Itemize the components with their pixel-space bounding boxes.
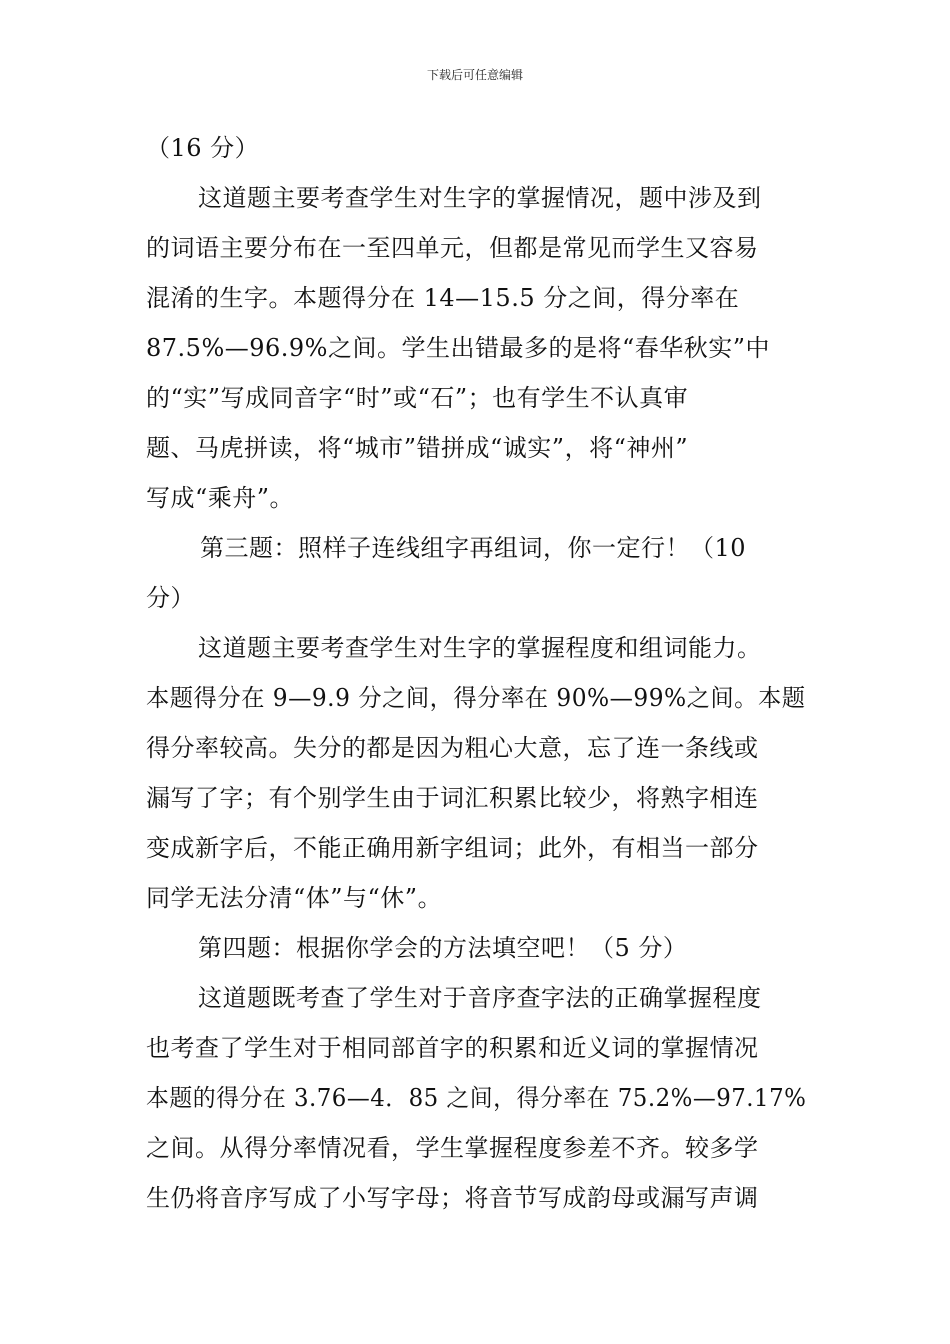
text-line: （16 分） [146,134,260,162]
text-line: 本题的得分在 3.76—4．85 之间，得分率在 75.2%—97.17% [146,1084,807,1112]
text-line: 写成“乘舟”。 [146,484,295,512]
text-line: 分） [146,584,195,612]
text-line: 第四题：根据你学会的方法填空吧！（5 分） [198,934,688,962]
page-header: 下载后可任意编辑 [426,68,523,82]
text-line: 之间。从得分率情况看，学生掌握程度参差不齐。较多学 [146,1134,759,1162]
text-line: 的词语主要分布在一至四单元，但都是常见而学生又容易 [146,234,759,262]
text-line: 也考查了学生对于相同部首字的积累和近义词的掌握情况 [146,1034,759,1062]
text-line: 这道题主要考查学生对生字的掌握情况，题中涉及到 [198,184,762,212]
text-line: 漏写了字；有个别学生由于词汇积累比较少，将熟字相连 [146,784,759,812]
text-line: 第三题：照样子连线组字再组词，你一定行！（10 [200,534,747,562]
text-line: 题、马虎拼读，将“城市”错拼成“诚实”，将“神州” [146,434,689,462]
text-line: 变成新字后，不能正确用新字组词；此外，有相当一部分 [146,834,759,862]
text-line: 的“实”写成同音字“时”或“石”；也有学生不认真审 [146,384,689,412]
text-line: 87.5%—96.9%之间。学生出错最多的是将“春华秋实”中 [146,334,771,362]
text-line: 生仍将音序写成了小写字母；将音节写成韵母或漏写声调 [146,1184,759,1212]
text-line: 混淆的生字。本题得分在 14—15.5 分之间，得分率在 [146,284,740,312]
text-line: 这道题既考查了学生对于音序查字法的正确掌握程度 [198,984,762,1012]
text-line: 同学无法分清“体”与“休”。 [146,884,443,912]
text-line: 得分率较高。失分的都是因为粗心大意，忘了连一条线或 [146,734,759,762]
text-line: 这道题主要考查学生对生字的掌握程度和组词能力。 [198,634,762,662]
text-line: 本题得分在 9—9.9 分之间，得分率在 90%—99%之间。本题 [146,684,806,712]
